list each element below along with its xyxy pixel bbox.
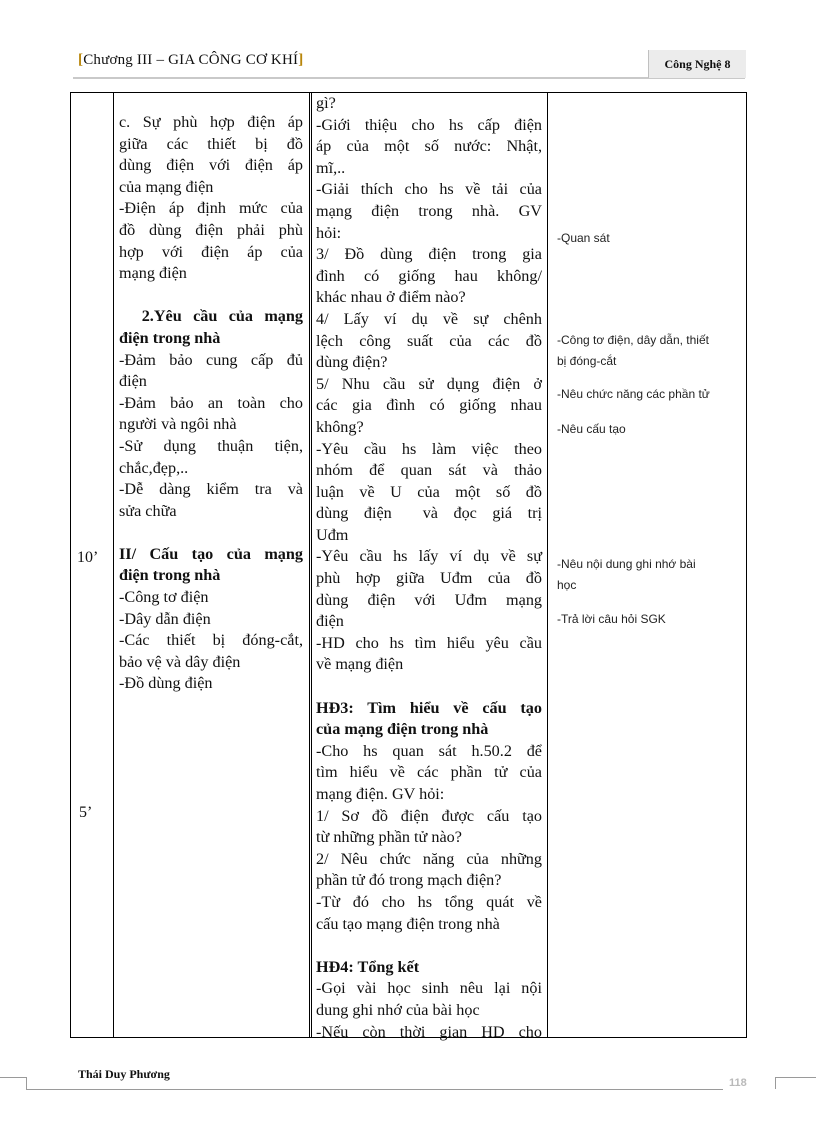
activity-line: mạng điện trong nhà. GV [316,201,542,220]
content-line: bảo vệ và dây điện [119,652,241,671]
page-number: 118 [729,1077,747,1089]
activity-line: mạng điện. GV hỏi: [316,785,445,803]
content-line [119,285,303,307]
activity-line: mĩ,.. [316,158,346,177]
activity-line: không? [316,417,364,436]
activity-line: dùng điện và đọc giá trị [316,504,542,523]
content-line: của mạng điện [119,177,214,196]
subject-label: Công Nghệ 8 [648,50,746,78]
content-line: chắc,đẹp,.. [119,458,189,477]
student-note: -Quan sát [557,231,610,245]
activity-line: nhóm để quan sát và thảo [316,461,542,480]
activity-line: HĐ4: Tổng kết [316,957,420,976]
footer-line [26,1089,723,1090]
activity-line: từ những phần tử nào? [316,828,462,847]
content-line [119,522,303,544]
content-line: -Đảm bảo an toàn cho [119,393,303,412]
content-line: -Điện áp định mức của [119,199,303,218]
activity-line: phù hợp giữa Uđm của đồ [316,569,542,588]
content-line: 2.Yêu cầu của mạng [119,307,303,326]
student-note: bị đóng-cắt [557,354,617,368]
content-line: dùng điện với điện áp [119,156,303,175]
activity-line: -Cho hs quan sát h.50.2 để [316,741,542,760]
activity-line: 3/ Đồ dùng điện trong gia [316,245,542,264]
activity-line [316,676,542,698]
content-line: người và ngôi nhà [119,415,237,434]
content-line: c. Sự phù hợp điện áp [119,113,303,131]
column-divider [547,93,548,1037]
content-line: mạng điện [119,264,187,283]
content-line: -Công tơ điện [119,588,209,607]
student-note: -Nêu cấu tạo [557,422,626,436]
activity-line: 1/ Sơ đồ điện được cấu tạo [316,806,542,825]
column-divider [113,93,114,1037]
activity-line: -HD cho hs tìm hiểu yêu cầu [316,633,542,652]
student-note: học [557,578,577,592]
bracket-close: ] [298,52,304,68]
activity-line: của mạng điện trong nhà [316,720,489,739]
activity-line: cấu tạo mạng điện trong nhà [316,914,500,933]
activity-line [316,935,542,957]
content-line: hợp với điện áp của [119,242,303,261]
activity-line: -Từ đó cho hs tổng quát về [316,892,542,911]
activity-line: các gia đình có giống nhau [316,396,542,415]
activity-line: -Nếu còn thời gian HD cho [316,1022,542,1041]
time-cell: 5’ [79,804,93,821]
activity-line: lệch công suất của các đồ [316,331,542,350]
activity-line: đình có giống hau không/ [316,266,542,285]
content-column [119,112,303,695]
content-line: -Các thiết bị đóng-cắt, [119,631,303,650]
content-line: điện [119,372,147,391]
activity-line: -Giải thích cho hs về tải của [316,180,542,199]
activity-line: 4/ Lấy ví dụ về sự chênh [316,309,542,328]
activity-line: luận về U của một số đồ [316,482,542,501]
activity-line: điện [316,612,344,631]
student-note: -Nêu nội dung ghi nhớ bài [557,557,696,571]
activity-line: -Giới thiệu cho hs cấp điện [316,115,542,134]
activity-line: hỏi: [316,223,342,242]
activity-line: dung ghi nhớ của bài học [316,1000,480,1019]
author-name: Thái Duy Phương [78,1067,170,1081]
content-line: -Dễ dàng kiểm tra và [119,480,303,499]
teacher-activity-column [316,93,542,1043]
activity-line: 5/ Nhu cầu sử dụng điện ở [316,374,542,393]
content-line: điện trong nhà [119,328,221,347]
content-line: -Đảm bảo cung cấp đủ [119,350,303,369]
activity-line: về mạng điện [316,655,404,674]
content-line: đồ dùng điện phải phù [119,220,303,239]
content-line: -Đồ dùng điện [119,674,213,693]
footer-line-right [775,1077,816,1078]
activity-line: áp của một số nước: Nhật, [316,137,542,156]
activity-line: phần tử đó trong mạch điện? [316,871,502,890]
activity-line: dùng điện? [316,353,388,372]
activity-line: tìm hiểu về các phần tử của [316,763,542,782]
lesson-table [70,92,747,1041]
time-cell: 10’ [77,549,99,566]
content-line: -Sử dụng thuận tiện, [119,436,303,455]
content-line: điện trong nhà [119,566,221,585]
footer-tick-left [26,1077,27,1089]
activity-line: -Gọi vài học sinh nêu lại nội [316,979,542,998]
column-divider [309,93,310,1037]
chapter-text: Chương III – GIA CÔNG CƠ KHÍ [83,52,299,68]
footer-line-left [0,1077,26,1078]
content-line: giữa các thiết bị đồ [119,134,303,153]
student-note: -Trả lời câu hỏi SGK [557,612,666,626]
activity-line: -Yêu cầu hs lấy ví dụ về sự [316,547,542,566]
activity-line: HĐ3: Tìm hiểu về cấu tạo [316,698,542,717]
student-note: -Công tơ điện, dây dẫn, thiết [557,333,709,347]
bracket-open: [ [78,52,84,68]
activity-line: khác nhau ở điểm nào? [316,288,466,307]
footer-tick-right [775,1077,776,1089]
activity-line: dùng điện với Uđm mạng [316,590,542,609]
content-line: -Dây dẫn điện [119,609,211,628]
content-line: II/ Cấu tạo của mạng [119,544,303,563]
activity-line: 2/ Nêu chức năng của những [316,849,542,868]
activity-line: gì? [316,94,336,112]
content-line: sửa chữa [119,501,177,520]
chapter-title [78,52,303,69]
activity-line: Uđm [316,525,349,544]
activity-line: -Yêu cầu hs làm việc theo [316,439,542,458]
student-note: -Nêu chức năng các phần tử [557,387,710,401]
header-rule [73,77,745,79]
